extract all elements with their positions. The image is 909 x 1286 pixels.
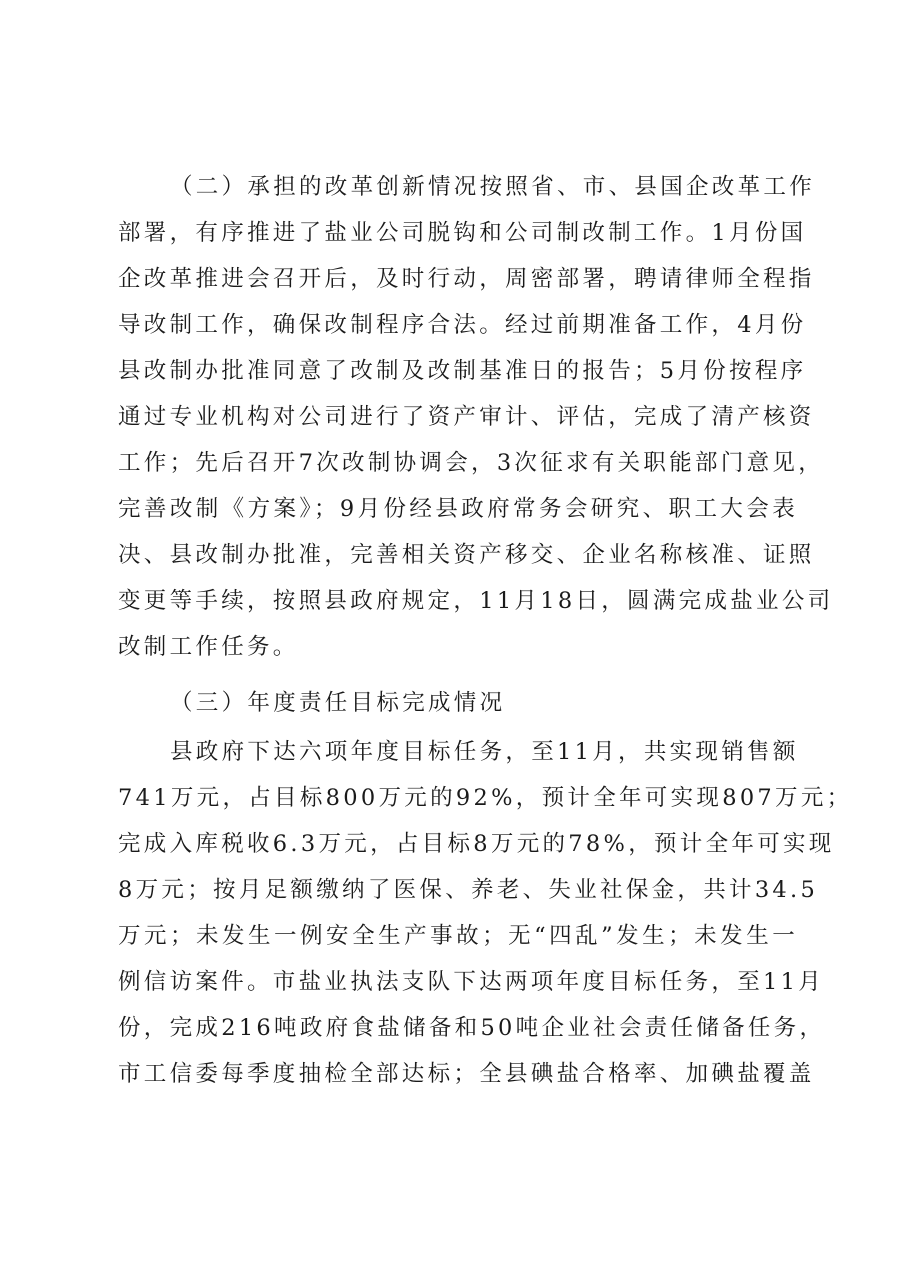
paragraph-2-line-11: 改制工作任务。 (118, 634, 299, 660)
paragraph-2-line-6: 通过专业机构对公司进行了资产审计、评估，完成了清产核资 (118, 404, 815, 430)
paragraph-3-line-6: 例信访案件。市盐业执法支队下达两项年度目标任务，至11月 (118, 969, 825, 995)
paragraph-3-line-8: 市工信委每季度抽检全部达标；全县碘盐合格率、加碘盐覆盖 (118, 1061, 815, 1087)
paragraph-2-line-7: 工作；先后召开7次改制协调会，3次征求有关职能部门意见， (118, 450, 825, 476)
paragraph-2-line-8: 完善改制《方案》；9月份经县政府常务会研究、职工大会表 (118, 496, 798, 522)
paragraph-2-line-5: 县改制办批准同意了改制及改制基准日的报告；5月份按程序 (118, 358, 807, 384)
paragraph-2-line-10: 变更等手续，按照县政府规定，11月18日，圆满完成盐业公司 (118, 588, 834, 614)
paragraph-3-line-1: 县政府下达六项年度目标任务，至11月，共实现销售额 (170, 739, 799, 765)
paragraph-2-line-2: 部署，有序推进了盐业公司脱钩和公司制改制工作。1月份国 (118, 220, 807, 246)
section-3-heading: （三）年度责任目标完成情况 (170, 690, 506, 716)
paragraph-3-line-4: 8万元；按月足额缴纳了医保、养老、失业社保金，共计34.5 (118, 877, 819, 903)
paragraph-3-line-5: 万元；未发生一例安全生产事故；无“四乱”发生；未发生一 (118, 923, 798, 949)
paragraph-2-line-1: （二）承担的改革创新情况按照省、市、县国企改革工作 (170, 174, 816, 200)
paragraph-3-line-3: 完成入库税收6.3万元，占目标8万元的78%，预计全年可实现 (118, 831, 835, 857)
paragraph-2-line-4: 导改制工作，确保改制程序合法。经过前期准备工作，4月份 (118, 312, 807, 338)
paragraph-2-line-9: 决、县改制办批准，完善相关资产移交、企业名称核准、证照 (118, 542, 815, 568)
paragraph-2-line-3: 企改革推进会召开后，及时行动，周密部署，聘请律师全程指 (118, 266, 815, 292)
paragraph-3-line-2: 741万元，占目标800万元的92%，预计全年可实现807万元； (118, 785, 853, 811)
paragraph-3-line-7: 份，完成216吨政府食盐储备和50吨企业社会责任储备任务， (118, 1015, 826, 1041)
